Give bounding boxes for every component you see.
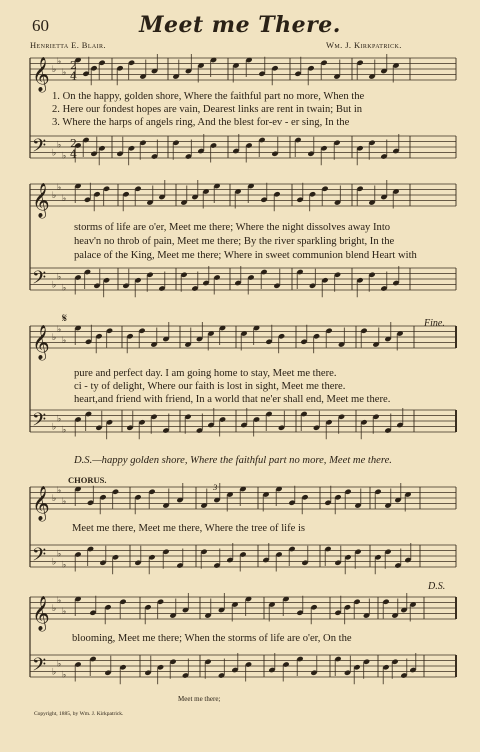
time-sig-top: 2: [70, 59, 77, 72]
flat-sign: ♭: [57, 182, 62, 193]
flat-sign: ♭: [62, 670, 67, 681]
hymn-title: Meet me There.: [139, 12, 341, 38]
ds-marking: D.S.: [428, 581, 446, 592]
bass-clef: 𝄢: [32, 545, 47, 570]
flat-sign: ♭: [52, 65, 57, 75]
time-sig-bottom: 4: [70, 70, 77, 83]
flat-sign: ♭: [52, 494, 57, 504]
flat-sign: ♭: [52, 280, 57, 291]
flat-sign: ♭: [52, 422, 57, 433]
flat-sign: ♭: [62, 335, 67, 346]
flat-sign: ♭: [62, 606, 67, 617]
treble-clef: 𝄞: [32, 486, 50, 521]
flat-sign: ♭: [62, 496, 67, 507]
composer-credit: Wm. J. Kirkpatrick.: [326, 40, 402, 50]
lyricist-credit: Henrietta E. Blair.: [30, 40, 106, 50]
bass-clef: 𝄢: [32, 410, 47, 435]
treble-clef: 𝄞: [32, 596, 50, 631]
bass-response-lyric: Meet me there;: [178, 695, 221, 703]
system1-verse1: 1. On the happy, golden shore, Where the faithful part no more, When the: [52, 91, 365, 102]
treble-clef: 𝄞: [32, 57, 50, 92]
system2-verse2: heav'n no throb of pain, Meet me there; By the river sparkling bright, In the: [74, 236, 395, 247]
system1-verse2: 2. Here our fondest hopes are vain, Dearest links are rent in twain; But in: [52, 104, 363, 115]
flat-sign: ♭: [52, 333, 57, 343]
flat-sign: ♭: [57, 595, 62, 606]
system2-verse3: palace of the King, Meet me there; Where in sweet communion blend Heart with: [74, 250, 417, 261]
chorus-label: CHORUS.: [68, 475, 107, 485]
flat-sign: ♭: [57, 659, 62, 670]
chorus-lyric: Meet me there, Meet me there, Where the tree of life is: [72, 523, 306, 534]
flat-sign: ♭: [57, 324, 62, 335]
flat-sign: ♭: [57, 414, 62, 425]
bass-clef: 𝄢: [32, 136, 47, 161]
triplet-mark: 3: [213, 482, 218, 492]
page-number: 60: [32, 16, 49, 35]
treble-clef: 𝄞: [32, 325, 50, 360]
flat-sign: ♭: [57, 272, 62, 283]
system2-verse1: storms of life are o'er, Meet me there; Where the night dissolves away Into: [74, 222, 391, 233]
treble-clef: 𝄞: [32, 183, 50, 218]
system3-verse1: pure and perfect day. I am going home to stay, Meet me there.: [74, 368, 337, 379]
flat-sign: ♭: [62, 283, 67, 294]
segno-sign: 𝄋: [62, 311, 68, 325]
flat-sign: ♭: [62, 151, 67, 162]
time-sig-bottom: 4: [70, 148, 77, 161]
copyright-notice: Copyright, 1885, by Wm. J. Kirkpatrick.: [34, 711, 124, 717]
flat-sign: ♭: [52, 148, 57, 159]
flat-sign: ♭: [57, 56, 62, 67]
system3-verse3: heart,and friend with friend, In a world that ne'er shall end, Meet me there.: [74, 394, 391, 405]
bass-clef: 𝄢: [32, 655, 47, 680]
fine-marking: Fine.: [424, 318, 445, 329]
flat-sign: ♭: [52, 191, 57, 201]
flat-sign: ♭: [52, 667, 57, 678]
flat-sign: ♭: [57, 140, 62, 151]
system5-lyric: blooming, Meet me there; When the storms of life are o'er, On the: [72, 633, 352, 644]
flat-sign: ♭: [62, 425, 67, 436]
system3-verse2: ci - ty of delight, Where our faith is lost in sight, Meet me there.: [74, 381, 346, 392]
flat-sign: ♭: [52, 557, 57, 568]
flat-sign: ♭: [57, 485, 62, 496]
flat-sign: ♭: [62, 67, 67, 78]
flat-sign: ♭: [62, 560, 67, 571]
flat-sign: ♭: [57, 549, 62, 560]
system1-verse3: 3. Where the harps of angels ring, And the blest for-ev - er sing, In the: [52, 117, 350, 128]
bass-clef: 𝄢: [32, 268, 47, 293]
flat-sign: ♭: [52, 604, 57, 614]
time-sig-top: 2: [70, 137, 77, 150]
ds-return-line: D.S.—happy golden shore, Where the faithful part no more, Meet me there.: [74, 455, 392, 466]
flat-sign: ♭: [62, 193, 67, 204]
